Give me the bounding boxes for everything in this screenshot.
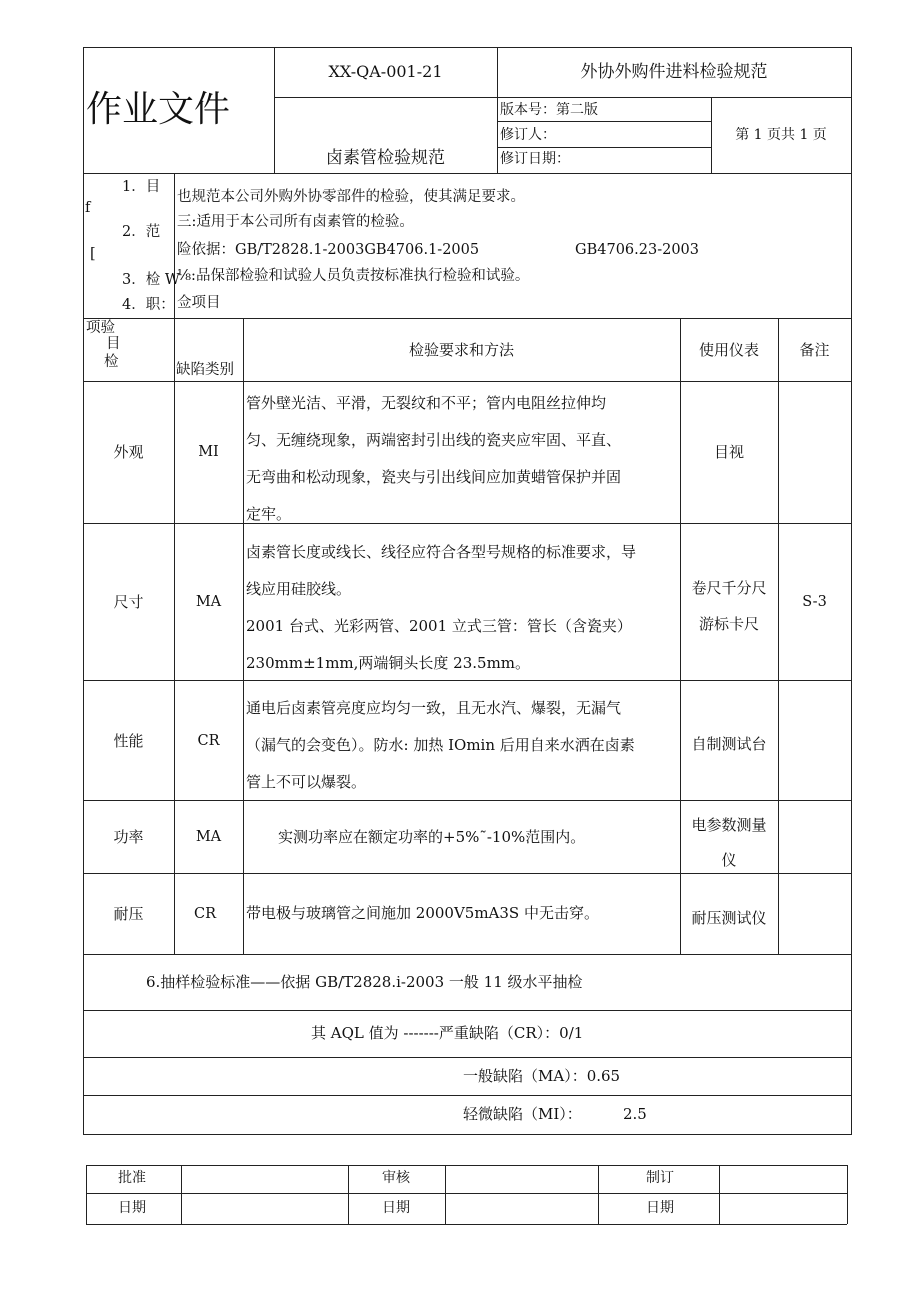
method-line: 线应用硅胶线。 — [246, 580, 352, 598]
row-instrument: 卷尺千分尺 — [691, 579, 767, 597]
row-instrument: 耐压测试仪 — [691, 909, 767, 927]
signoff-approve-label: 批准 — [118, 1170, 146, 1186]
intro-text-2: 三:适用于本公司所有卤素管的检验。 — [177, 214, 414, 230]
row-defect: CR — [197, 733, 220, 749]
header-defect-class: 缺陷类别 — [176, 362, 234, 378]
aql-ma: 一般缺陷（MA）：0.65 — [463, 1067, 621, 1085]
spec-title: 外协外购件进料检验规范 — [580, 62, 768, 82]
page-info: 第 1 页共 1 页 — [735, 127, 827, 143]
intro-text-4: ⅛:品保部检验和试验人员负责按标准执行检验和试验。 — [177, 268, 530, 284]
method-line: 2001 台式、光彩两管、2001 立式三管：管长（含瓷夹） — [246, 617, 632, 635]
intro-text-5: 佥项目 — [177, 295, 221, 311]
intro-text-3b: GB4706.23-2003 — [575, 242, 700, 258]
signoff-date-1: 日期 — [118, 1200, 146, 1216]
header-item-c: 检 — [104, 354, 119, 370]
row-method — [246, 385, 621, 533]
row-item: 尺寸 — [113, 593, 144, 611]
row-defect: MI — [198, 444, 219, 460]
header-method: 检验要求和方法 — [408, 341, 514, 359]
margin-mark-f: f — [85, 200, 91, 216]
signoff-date-2: 日期 — [382, 1200, 410, 1216]
method-line: 通电后卤素管亮度应均匀一致，且无水汽、爆裂，无漏气 — [246, 699, 622, 717]
intro-num-3: 3．检 W — [122, 272, 180, 288]
intro-num-4: 4．职： — [122, 297, 175, 313]
row-instrument: 仪 — [721, 851, 737, 869]
method-line: 管上不可以爆裂。 — [246, 773, 367, 791]
method-line: 230mm±1mm,两端铜头长度 23.5mm。 — [246, 654, 531, 672]
method-line: 卤素管长度或线长、线径应符合各型号规格的标准要求，导 — [246, 543, 637, 561]
row-method: 带电极与玻璃管之间施加 2000V5mA3S 中无击穿。 — [246, 904, 599, 922]
signoff-prepare-label: 制订 — [646, 1170, 674, 1186]
signoff-date-3: 日期 — [646, 1200, 674, 1216]
method-line: 定牢。 — [246, 505, 292, 523]
row-method: 实测功率应在额定功率的+5%˜-10%范围内。 — [278, 828, 586, 846]
row-instrument: 游标卡尺 — [698, 615, 759, 633]
version-label: 版本号：第二版 — [500, 102, 598, 118]
method-line: 管外壁光洁、平滑，无裂纹和不平；管内电阻丝拉伸均 — [246, 394, 607, 412]
header-instrument: 使用仪表 — [698, 341, 759, 359]
row-instrument: 目视 — [713, 443, 744, 461]
doc-code: XX-QA-001-21 — [328, 62, 443, 81]
method-line: 无弯曲和松动现象，瓷夹与引出线间应加黄蜡管保护并固 — [246, 468, 622, 486]
revise-date-label: 修订日期： — [500, 151, 570, 167]
row-defect: CR — [193, 906, 216, 922]
header-remark: 备注 — [799, 341, 830, 359]
aql-cr: 其 AQL 值为 -------严重缺陷（CR）：0/1 — [311, 1024, 584, 1042]
aql-mi-value: 2.5 — [623, 1105, 647, 1123]
header-item-a: 项验 — [86, 320, 115, 336]
intro-num-1: 1．目 — [122, 179, 161, 195]
intro-num-2: 2．范 — [122, 224, 161, 240]
row-method — [246, 534, 636, 682]
row-item: 功率 — [113, 828, 144, 846]
sampling-standard: 6.抽样检验标准——依据 GB/T2828.i-2003 一般 11 级水平抽检 — [146, 973, 583, 991]
row-item: 耐压 — [113, 905, 144, 923]
row-instrument: 电参数测量 — [691, 816, 767, 834]
method-line: 匀、无缠绕现象，两端密封引出线的瓷夹应牢固、平直、 — [246, 431, 622, 449]
row-defect: MA — [195, 594, 222, 610]
subject-title: 卤素管检验规范 — [326, 148, 445, 168]
doc-type-title: 作业文件 — [86, 89, 231, 130]
intro-text-3: 险依据：GB/T2828.1-2003GB4706.1-2005 — [177, 242, 480, 258]
row-method — [246, 690, 635, 801]
signoff-review-label: 审核 — [382, 1170, 410, 1186]
row-instrument: 自制测试台 — [691, 735, 767, 753]
intro-text-1: 也规范本公司外购外协零部件的检验，使其满足要求。 — [177, 189, 525, 205]
method-line: （漏气的会变色）。防水: 加热 IOmin 后用自来水洒在卤素 — [246, 736, 635, 754]
row-remark: S-3 — [802, 594, 827, 610]
reviser-label: 修订人： — [500, 127, 556, 143]
row-defect: MA — [195, 829, 222, 845]
row-item: 性能 — [113, 732, 144, 750]
aql-mi-label: 轻微缺陷（MI）： — [463, 1105, 582, 1123]
row-item: 外观 — [113, 443, 144, 461]
header-item-b: 目 — [106, 336, 121, 352]
margin-mark-bracket: [ — [90, 246, 96, 262]
